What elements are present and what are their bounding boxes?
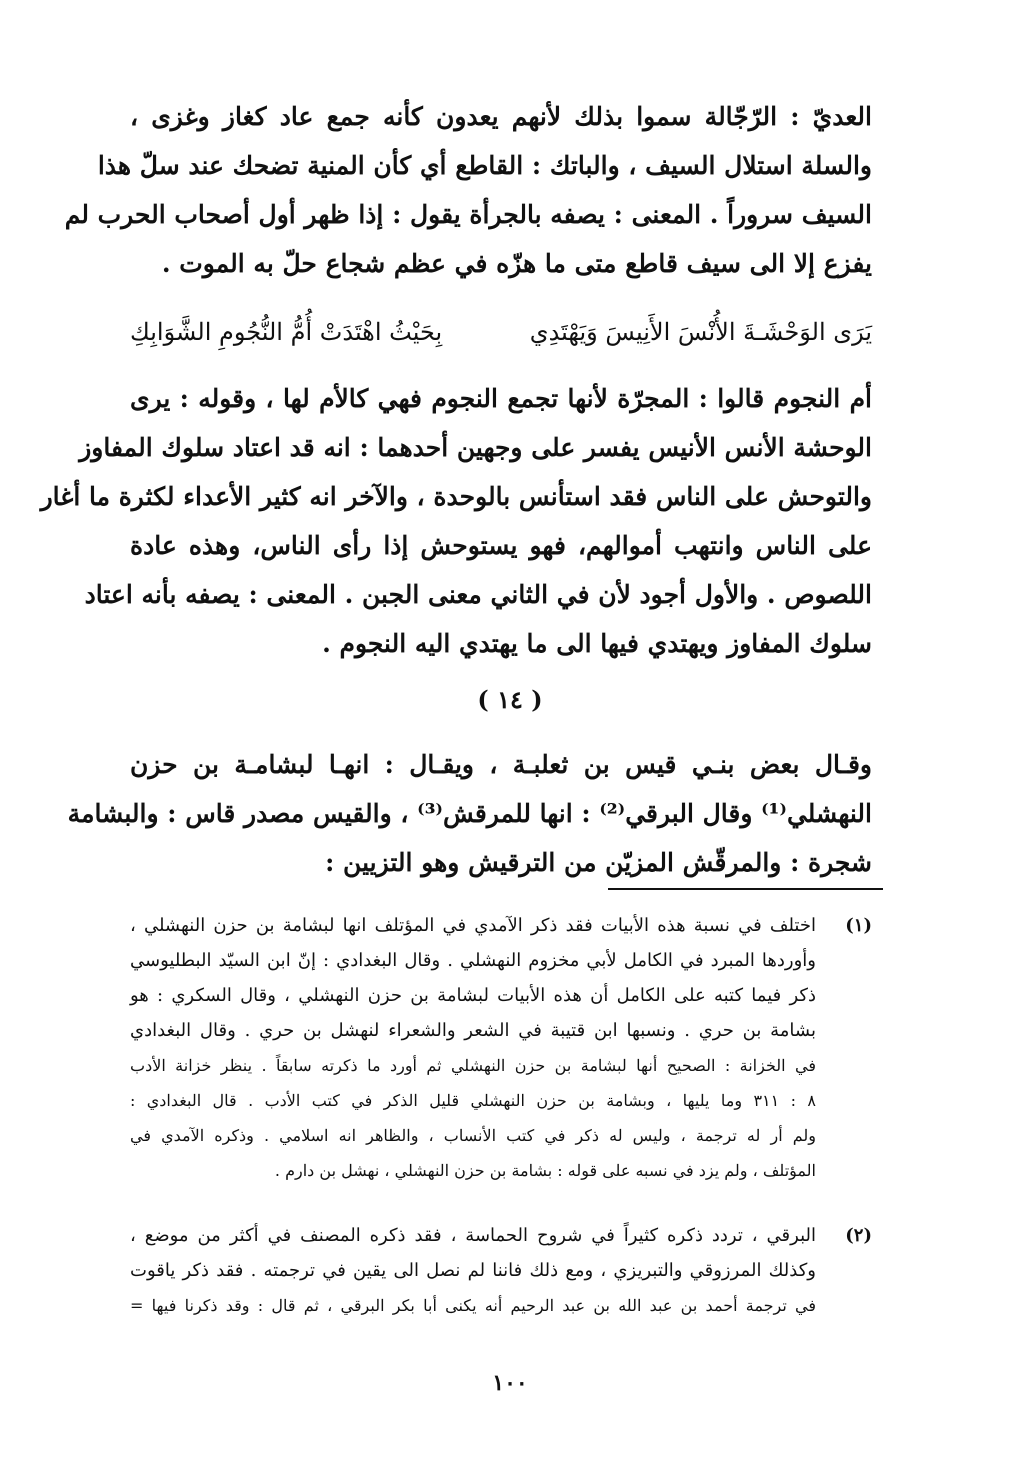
- page-number: ١٠٠: [492, 1370, 528, 1396]
- footnote-number: (٢): [845, 1225, 872, 1246]
- footnote-line: ولم أر له ترجمة ، وليس له ذكر في كتب الأنساب ، والظاهر انه اسلامي . وذكره الآمدي في: [130, 1126, 816, 1145]
- footnote-line: اختلف في نسبة هذه الأبيات فقد ذكر الآمدي في المؤتلف انها لبشامة بن حزن النهشلي ،: [130, 915, 816, 936]
- section-number: ( ١٤ ): [477, 685, 543, 714]
- footnote-line: ٨ : ٣١١ وما يليها ، وبشامة بن حزن النهشلي قليل الذكر في كتب الأدب . قال البغدادي :: [130, 1091, 817, 1110]
- footnote-line: بشامة بن حري . ونسبها ابن قتيبة في الشعر والشعراء لنهشل بن حري . وقال البغدادي: [130, 1020, 816, 1041]
- footnote-line: البرقي ، تردد ذكره كثيراً في شروح الحماسة ، فقد ذكره المصنف في أكثر من موضع ،: [130, 1225, 816, 1246]
- text-line: أم النجوم قالوا : المجرّة لأنها تجمع النجوم فهي كالأم لها ، وقوله : يرى: [130, 384, 872, 413]
- text-line: يفزع إلا الى سيف قاطع متى ما هزّه في عظم شجاع حلّ به الموت .: [161, 249, 872, 278]
- footnote-1: [130, 908, 872, 1198]
- text-line: النهشلي⁽¹⁾ وقال البرقي⁽²⁾ : انها للمرقش⁽³⁾ ، والقيس مصدر قاس : والبشامة: [67, 799, 872, 828]
- text-line: اللصوص . والأول أجود لأن في الثاني معنى الجبن . المعنى : يصفه بأنه اعتاد: [84, 580, 872, 609]
- footnote-2: [130, 1218, 872, 1328]
- paragraph-commentary-1: [64, 92, 872, 288]
- footnote-line: المؤتلف ، ولم يزد في نسبه على قوله : بشامة بن حزن النهشلي ، نهشل بن دارم .: [274, 1161, 816, 1180]
- text-line: وقـال بعض بنـي قيس بن ثعلبـة ، ويقـال : انهـا لبشامـة بن حزن: [130, 750, 872, 779]
- text-line: سلوك المفاوز ويهتدي فيها الى ما يهتدي اليه النجوم .: [322, 629, 872, 658]
- text-line: على الناس وانتهب أموالهم، فهو يستوحش إذا رأى الناس، وهذه عادة: [130, 531, 872, 560]
- footnote-line: في ترجمة أحمد بن عبد الله بن عبد الرحيم أنه يكنى أبا بكر البرقي ، ثم قال : وقد ذكرنا فيها =: [130, 1296, 816, 1315]
- footnote-line: وأوردها المبرد في الكامل لأبي مخزوم النهشلي . وقال البغدادي : إنّ ابن السيّد البطليوسي: [130, 950, 816, 971]
- verse-second-hemistich: بِحَيْثُ اهْتَدَتْ أُمُّ النُّجُومِ الشَّوَابِكِ: [130, 318, 443, 346]
- poem-verse: [130, 302, 872, 362]
- text-line: شجرة : والمرقّش المزيّن من الترقيش وهو التزيين :: [325, 848, 872, 877]
- footnote-line: ذكر فيما كتبه على الكامل أن هذه الأبيات لبشامة بن حزن النهشلي ، وقال السكري : هو: [130, 985, 816, 1006]
- paragraph-section-intro: [67, 740, 872, 887]
- text-line: السيف سروراً . المعنى : يصفه بالجرأة يقول : إذا ظهر أول أصحاب الحرب لم: [64, 200, 872, 229]
- footnote-separator: [608, 888, 883, 890]
- footnote-line: في الخزانة : الصحيح أنها لبشامة بن حزن النهشلي ثم أورد ما ذكرته سابقاً . ينظر خزانة الأدب: [130, 1056, 816, 1075]
- footnote-number: (١): [845, 915, 872, 936]
- text-line: الوحشة الأنس الأنيس يفسر على وجهين أحدهما : انه قد اعتاد سلوك المفاوز: [79, 433, 872, 462]
- footnote-line: وكذلك المرزوقي والتبريزي ، ومع ذلك فاننا لم نصل الى يقين في ترجمته . فقد ذكر ياقوت: [130, 1260, 816, 1281]
- text-line: والتوحش على الناس فقد استأنس بالوحدة ، والآخر انه كثير الأعداء لكثرة ما أغار: [40, 482, 872, 511]
- paragraph-commentary-2: [40, 374, 872, 668]
- verse-first-hemistich: يَرَى الوَحْشَـةَ الأُنْسَ الأَنِيسَ وَيَهْتَدِي: [529, 318, 872, 346]
- text-line: العديّ : الرّجّالة سموا بذلك لأنهم يعدون كأنه جمع عاد كغاز وغزى ،: [130, 102, 872, 131]
- text-line: والسلة استلال السيف ، والباتك : القاطع أي كأن المنية تضحك عند سلّ هذا: [97, 151, 872, 180]
